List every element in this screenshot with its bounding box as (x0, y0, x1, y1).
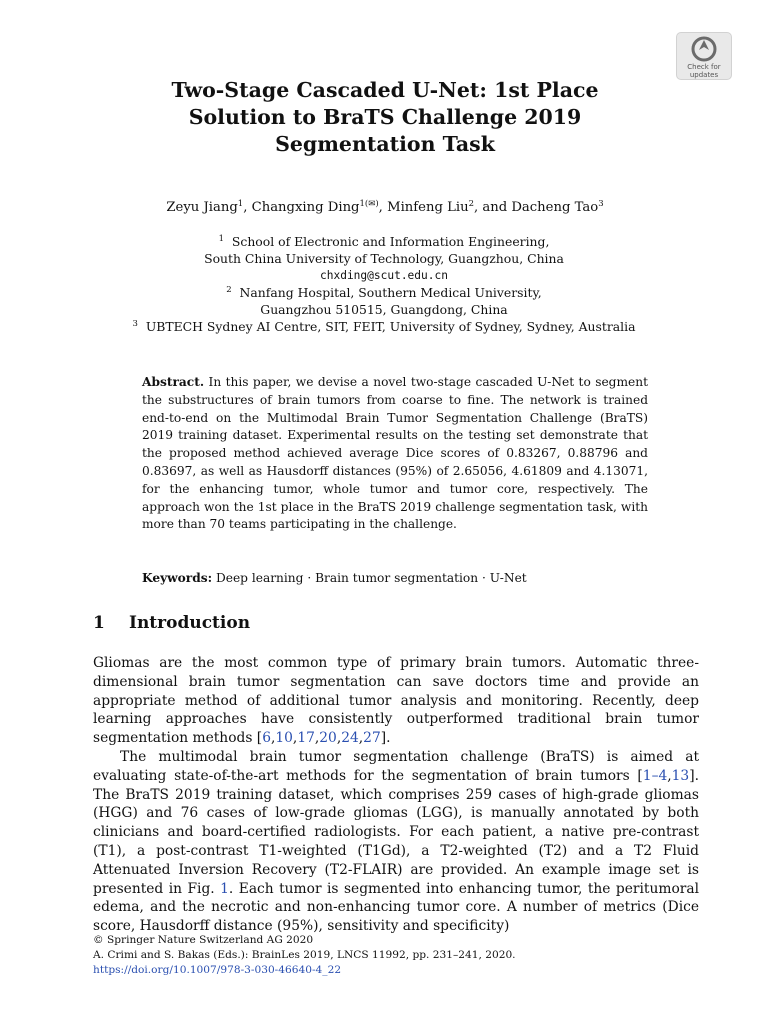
citation-link[interactable]: 13 (671, 767, 690, 784)
author-affil-mark: 3 (598, 199, 604, 209)
citation-link[interactable]: 1–4 (642, 767, 668, 784)
author-name: Zeyu Jiang (166, 200, 238, 215)
citation-link[interactable]: 10 (275, 730, 293, 747)
citation-info: A. Crimi and S. Bakas (Eds.): BrainLes 2019, LNCS 11992, pp. 231–241, 2020. (93, 948, 516, 961)
author-affil-mark: 2 (468, 199, 474, 209)
section-number: 1 (93, 613, 105, 633)
doi-link[interactable]: https://doi.org/10.1007/978-3-030-46640-4_22 (93, 963, 342, 976)
page-footer (93, 933, 699, 977)
section-heading (93, 613, 250, 633)
corresponding-email[interactable]: chxding@scut.edu.cn (320, 269, 448, 282)
badge-label: Check for updates (687, 63, 721, 79)
affiliation-1: $^1$ School of Electronic and Information Engineering, (218, 234, 550, 249)
abstract-text: In this paper, we devise a novel two-stage cascaded U-Net to segment the substructures of brain tumors from coarse to fine. The network is trained end-to-end on the Multimodal Brain Tumor Segmentation Challenge (BraTS) 2019 training dataset. Experimental results on the testing set demonstrate that the proposed method achieved average Dice scores of 0.83267, 0.88796 and 0.83697, as well as Hausdorff distances (95%) of 2.65056, 4.61809 and 4.13071, for the enhancing tumor, whole tumor and tumor core, respectively. The approach won the 1st place in the BraTS 2019 challenge segmentation task, with more than 70 teams participating in the challenge. (142, 375, 648, 532)
paragraph: The multimodal brain tumor segmentation challenge (BraTS) is aimed at evaluating state-of-the-art methods for the segmentation of brain tumors [1–4,13]. The BraTS 2019 training dataset, which comprises 259 cases of high-grade gliomas (HGG) and 76 cases of low-grade gliomas (LGG), is manually annotated by both clinicians and board-certified radiologists. For each patient, a native pre-contrast (T1), a post-contrast T1-weighted (T1Gd), a T2-weighted (T2) and a T2 Fluid Attenuated Inversion Recovery (T2-FLAIR) are provided. An example image set is presented in Fig. 1. Each tumor is segmented into enhancing tumor, the peritumoral edema, and the necrotic and non-enhancing tumor core. A number of metrics (Dice score, Hausdorff distance (95%), sensitivity and specificity) (93, 748, 699, 935)
check-for-updates-badge[interactable] (676, 32, 732, 80)
affiliation-3: $^3$ UBTECH Sydney AI Centre, SIT, FEIT, University of Sydney, Sydney, Australia (132, 319, 636, 334)
author-affil-mark: 1(✉) (359, 199, 379, 209)
citation-link[interactable]: 27 (363, 730, 381, 747)
abstract-label: Abstract. (142, 375, 205, 389)
author-name: Dacheng Tao (511, 200, 599, 215)
keywords-label: Keywords: (142, 571, 213, 585)
keywords (142, 569, 648, 587)
paper-title: Two-Stage Cascaded U-Net: 1st Place Solution to BraTS Challenge 2019 Segmentation Task (171, 78, 599, 156)
author-name: Changxing Ding (251, 200, 360, 215)
citation-link[interactable]: 20 (319, 730, 337, 747)
citation-link[interactable]: 17 (297, 730, 315, 747)
abstract (142, 374, 648, 534)
affiliation-2: $^2$ Nanfang Hospital, Southern Medical University, (226, 285, 542, 300)
author-list: Zeyu Jiang$^1$, Changxing Ding$^{1(✉)}$, Minfeng Liu$^2$, and Dacheng Tao$^3$ (166, 199, 604, 215)
introduction-body (93, 654, 699, 936)
figure-link[interactable]: 1 (220, 880, 229, 897)
keywords-text: Deep learning · Brain tumor segmentation · U-Net (212, 571, 527, 585)
paragraph: Gliomas are the most common type of primary brain tumors. Automatic three-dimensional brain tumor segmentation can save doctors time and provide an appropriate method of additional tumor analysis and monitoring. Recently, deep learning approaches have consistently outperformed traditional brain tumor segmentation methods [6,10,17,20,24,27]. (93, 655, 699, 747)
copyright-notice: © Springer Nature Switzerland AG 2020 (93, 934, 314, 946)
citation-link[interactable]: 24 (341, 730, 359, 747)
author-name: Minfeng Liu (387, 200, 469, 215)
author-affil-mark: 1 (237, 199, 244, 209)
section-title: Introduction (129, 613, 251, 633)
citation-link[interactable]: 6 (262, 730, 271, 747)
check-for-updates-icon (691, 36, 717, 62)
affiliations: $^1$ School of Electronic and Information Engineering, South China University of Technology, Guangzhou, China chxding@scut.edu.cn $^2$ Nanfang Hospital, Southern Medical University, Guangzhou 510515, Guangdong, China $^3$ UBTECH Sydney AI Centre, SIT, FEIT, University of Sydney, Sydney, Australia (60, 233, 708, 335)
